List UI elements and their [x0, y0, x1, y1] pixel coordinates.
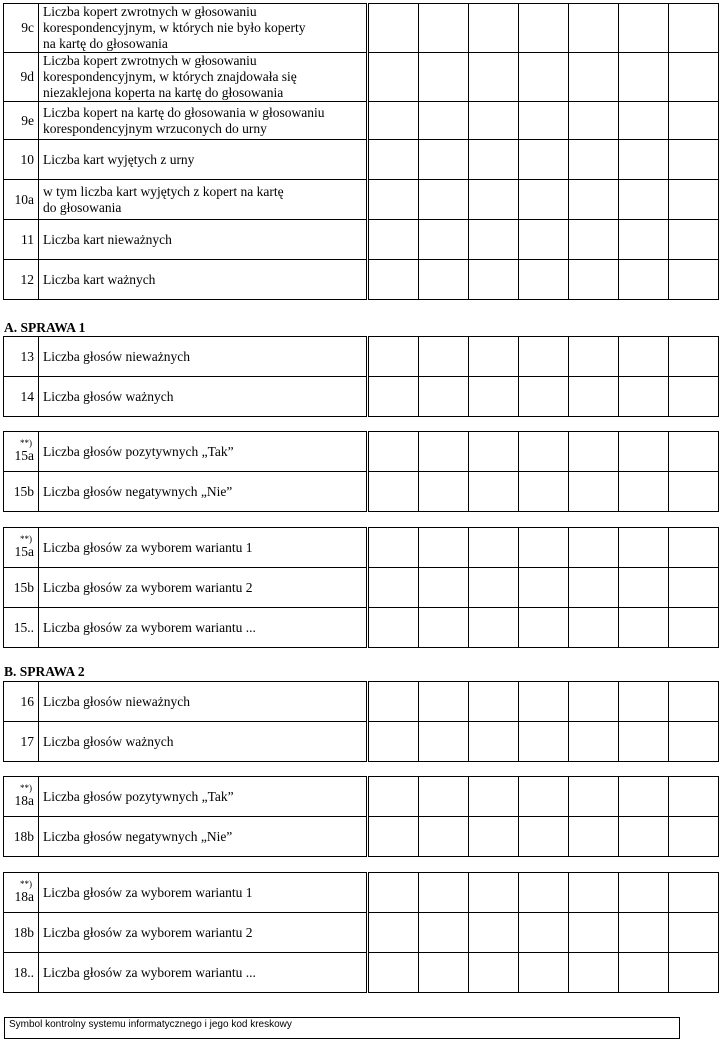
control-symbol-label: Symbol kontrolny systemu informatycznego i jego kod kreskowy	[9, 1019, 292, 1030]
row-number	[4, 913, 39, 953]
digit-box[interactable]	[519, 180, 569, 220]
digit-box[interactable]	[369, 377, 419, 417]
row-label	[39, 568, 367, 608]
digit-box[interactable]	[419, 777, 469, 817]
digit-box[interactable]	[469, 568, 519, 608]
row-code: 10	[20, 151, 34, 167]
digit-box[interactable]	[619, 873, 669, 913]
row-number	[4, 180, 39, 220]
digit-box[interactable]	[669, 913, 719, 953]
row-number	[4, 528, 39, 568]
table-row	[4, 608, 719, 648]
digit-box[interactable]	[569, 528, 619, 568]
digit-box[interactable]	[669, 953, 719, 993]
digit-box[interactable]	[619, 4, 669, 53]
row-label	[39, 180, 367, 220]
row-label	[39, 102, 367, 140]
digit-box[interactable]	[469, 432, 519, 472]
row-label-text: Liczba głosów nieważnych	[43, 693, 190, 709]
digit-box[interactable]	[469, 53, 519, 102]
row-number	[4, 682, 39, 722]
row-code: 9e	[21, 112, 34, 128]
table-row	[4, 140, 719, 180]
row-code: 15..	[13, 619, 34, 635]
row-label	[39, 220, 367, 260]
row-code: 10a	[14, 191, 34, 207]
row-number	[4, 873, 39, 913]
digit-box[interactable]	[569, 568, 619, 608]
digit-box[interactable]	[669, 337, 719, 377]
row-label	[39, 722, 367, 762]
digit-box[interactable]	[469, 913, 519, 953]
row-label	[39, 260, 367, 300]
digit-box[interactable]	[369, 102, 419, 140]
digit-box[interactable]	[419, 432, 469, 472]
count-table	[3, 527, 719, 648]
row-number	[4, 722, 39, 762]
row-code: 18b	[13, 828, 34, 844]
digit-box[interactable]	[469, 472, 519, 512]
digit-box[interactable]	[619, 432, 669, 472]
table-row	[4, 180, 719, 220]
digit-box[interactable]	[369, 220, 419, 260]
row-label-text: Liczba kart wyjętych z urny	[43, 151, 195, 167]
row-label	[39, 817, 367, 857]
digit-box[interactable]	[419, 817, 469, 857]
row-label-text: Liczba kopert zwrotnych w głosowaniu korespondencyjnym, w których znajdowała się niezaklejona koperta na kartę do głosowania	[43, 53, 297, 100]
digit-box[interactable]	[419, 682, 469, 722]
digit-box[interactable]	[469, 180, 519, 220]
digit-box[interactable]	[669, 528, 719, 568]
digit-box[interactable]	[469, 528, 519, 568]
row-label-text: Liczba kart nieważnych	[43, 231, 172, 247]
digit-box[interactable]	[569, 220, 619, 260]
digit-box[interactable]	[369, 608, 419, 648]
digit-box[interactable]	[569, 472, 619, 512]
row-label-text: Liczba głosów za wyborem wariantu ...	[43, 964, 256, 980]
digit-box[interactable]	[369, 472, 419, 512]
row-label	[39, 140, 367, 180]
digit-box[interactable]	[519, 777, 569, 817]
row-code: 18..	[13, 964, 34, 980]
digit-box[interactable]	[619, 53, 669, 102]
digit-box[interactable]	[569, 873, 619, 913]
row-label-text: Liczba kopert zwrotnych w głosowaniu korespondencyjnym, w których nie było koperty na kartę do głosowania	[43, 4, 306, 51]
digit-box[interactable]	[519, 953, 569, 993]
digit-box[interactable]	[519, 913, 569, 953]
digit-box[interactable]	[669, 140, 719, 180]
row-number	[4, 953, 39, 993]
row-label-text: Liczba głosów pozytywnych „Tak”	[43, 443, 234, 459]
digit-box[interactable]	[669, 4, 719, 53]
row-label	[39, 53, 367, 102]
row-number	[4, 53, 39, 102]
digit-box[interactable]	[619, 817, 669, 857]
table-row	[4, 528, 719, 568]
digit-box[interactable]	[619, 777, 669, 817]
row-label	[39, 873, 367, 913]
digit-box[interactable]	[669, 102, 719, 140]
digit-box[interactable]	[619, 953, 669, 993]
row-label	[39, 608, 367, 648]
digit-box[interactable]	[669, 873, 719, 913]
digit-box[interactable]	[369, 528, 419, 568]
row-code: 17	[20, 733, 34, 749]
table-row	[4, 873, 719, 913]
row-number	[4, 140, 39, 180]
row-code: 18b	[13, 924, 34, 940]
table-row	[4, 4, 719, 53]
footnote-mark: **)	[20, 438, 32, 448]
row-number	[4, 608, 39, 648]
digit-box[interactable]	[569, 608, 619, 648]
digit-box[interactable]	[619, 722, 669, 762]
digit-box[interactable]	[419, 568, 469, 608]
row-code: 15a	[14, 544, 34, 559]
row-label	[39, 528, 367, 568]
count-table	[3, 872, 719, 993]
row-number	[4, 817, 39, 857]
digit-box[interactable]	[419, 102, 469, 140]
digit-box[interactable]	[419, 528, 469, 568]
digit-box[interactable]	[519, 4, 569, 53]
digit-box[interactable]	[619, 337, 669, 377]
digit-box[interactable]	[569, 722, 619, 762]
digit-box[interactable]	[369, 777, 419, 817]
digit-box[interactable]	[419, 337, 469, 377]
row-label-text: Liczba głosów za wyborem wariantu 2	[43, 579, 253, 595]
row-label	[39, 953, 367, 993]
row-number	[4, 220, 39, 260]
digit-box[interactable]	[369, 4, 419, 53]
row-label-text: Liczba głosów negatywnych „Nie”	[43, 828, 233, 844]
count-table	[3, 681, 719, 762]
table-row	[4, 472, 719, 512]
table-row	[4, 777, 719, 817]
digit-box[interactable]	[369, 140, 419, 180]
row-label	[39, 432, 367, 472]
row-number	[4, 568, 39, 608]
digit-box[interactable]	[669, 608, 719, 648]
digit-box[interactable]	[469, 682, 519, 722]
digit-box[interactable]	[669, 432, 719, 472]
row-label-text: Liczba głosów za wyborem wariantu 1	[43, 884, 253, 900]
digit-box[interactable]	[369, 568, 419, 608]
section-title: B. SPRAWA 2	[4, 664, 85, 679]
digit-box[interactable]	[669, 53, 719, 102]
digit-box[interactable]	[419, 4, 469, 53]
digit-box[interactable]	[519, 873, 569, 913]
digit-box[interactable]	[469, 140, 519, 180]
row-code: 16	[20, 693, 34, 709]
digit-box[interactable]	[619, 260, 669, 300]
digit-box[interactable]	[619, 913, 669, 953]
row-number	[4, 260, 39, 300]
digit-box[interactable]	[569, 4, 619, 53]
digit-box[interactable]	[419, 140, 469, 180]
table-row	[4, 102, 719, 140]
digit-box[interactable]	[569, 102, 619, 140]
digit-box[interactable]	[469, 337, 519, 377]
digit-box[interactable]	[669, 568, 719, 608]
table-row	[4, 817, 719, 857]
row-number	[4, 432, 39, 472]
digit-box[interactable]	[369, 953, 419, 993]
table-row	[4, 220, 719, 260]
row-number	[4, 377, 39, 417]
digit-box[interactable]	[419, 260, 469, 300]
digit-box[interactable]	[519, 472, 569, 512]
digit-box[interactable]	[419, 377, 469, 417]
digit-box[interactable]	[469, 953, 519, 993]
table-row	[4, 913, 719, 953]
digit-box[interactable]	[669, 722, 719, 762]
row-code: 18a	[14, 889, 34, 904]
table-row	[4, 953, 719, 993]
digit-box[interactable]	[569, 140, 619, 180]
digit-box[interactable]	[469, 102, 519, 140]
digit-box[interactable]	[369, 260, 419, 300]
row-label-text: Liczba głosów nieważnych	[43, 348, 190, 364]
digit-box[interactable]	[469, 777, 519, 817]
row-code: 9d	[20, 69, 34, 84]
row-code: 14	[20, 388, 34, 404]
row-label-text: Liczba głosów za wyborem wariantu 2	[43, 924, 253, 940]
digit-box[interactable]	[669, 220, 719, 260]
row-label	[39, 4, 367, 53]
count-table	[3, 431, 719, 512]
row-number	[4, 472, 39, 512]
footnote-mark: **)	[20, 783, 32, 793]
row-label-text: Liczba głosów negatywnych „Nie”	[43, 483, 233, 499]
row-label-text: Liczba kart ważnych	[43, 271, 156, 287]
digit-box[interactable]	[569, 180, 619, 220]
digit-box[interactable]	[619, 140, 669, 180]
row-label	[39, 682, 367, 722]
row-label	[39, 913, 367, 953]
digit-box[interactable]	[419, 873, 469, 913]
count-table	[3, 336, 719, 417]
digit-box[interactable]	[369, 337, 419, 377]
digit-box[interactable]	[569, 260, 619, 300]
digit-box[interactable]	[469, 377, 519, 417]
digit-box[interactable]	[519, 682, 569, 722]
digit-box[interactable]	[569, 777, 619, 817]
digit-box[interactable]	[419, 913, 469, 953]
row-number	[4, 4, 39, 53]
digit-box[interactable]	[569, 432, 619, 472]
digit-box[interactable]	[469, 722, 519, 762]
row-number	[4, 777, 39, 817]
row-code: 9c	[21, 20, 34, 35]
digit-box[interactable]	[369, 873, 419, 913]
digit-box[interactable]	[369, 817, 419, 857]
count-table	[3, 3, 719, 300]
row-code: 18a	[14, 793, 34, 808]
digit-box[interactable]	[669, 472, 719, 512]
footnote-mark: **)	[20, 534, 32, 544]
table-row	[4, 377, 719, 417]
digit-box[interactable]	[619, 102, 669, 140]
row-label-text: w tym liczba kart wyjętych z kopert na kartę do głosowania	[43, 183, 284, 215]
digit-box[interactable]	[519, 377, 569, 417]
digit-box[interactable]	[469, 260, 519, 300]
count-table	[3, 776, 719, 857]
digit-box[interactable]	[469, 608, 519, 648]
digit-box[interactable]	[469, 817, 519, 857]
digit-box[interactable]	[669, 377, 719, 417]
row-label	[39, 377, 367, 417]
row-label	[39, 777, 367, 817]
digit-box[interactable]	[519, 140, 569, 180]
digit-box[interactable]	[469, 4, 519, 53]
digit-box[interactable]	[669, 260, 719, 300]
digit-box[interactable]	[369, 432, 419, 472]
digit-box[interactable]	[469, 873, 519, 913]
digit-box[interactable]	[569, 53, 619, 102]
digit-box[interactable]	[519, 432, 569, 472]
row-code: 15a	[14, 448, 34, 463]
digit-box[interactable]	[619, 682, 669, 722]
digit-box[interactable]	[619, 220, 669, 260]
row-label-text: Liczba głosów za wyborem wariantu 1	[43, 539, 253, 555]
digit-box[interactable]	[519, 102, 569, 140]
digit-box[interactable]	[369, 53, 419, 102]
digit-box[interactable]	[669, 682, 719, 722]
digit-box[interactable]	[619, 472, 669, 512]
digit-box[interactable]	[419, 608, 469, 648]
digit-box[interactable]	[619, 568, 669, 608]
digit-box[interactable]	[369, 180, 419, 220]
digit-box[interactable]	[569, 682, 619, 722]
digit-box[interactable]	[669, 180, 719, 220]
digit-box[interactable]	[419, 53, 469, 102]
digit-box[interactable]	[619, 180, 669, 220]
digit-box[interactable]	[569, 377, 619, 417]
digit-box[interactable]	[619, 528, 669, 568]
row-code: 12	[20, 271, 34, 287]
row-number	[4, 337, 39, 377]
digit-box[interactable]	[569, 337, 619, 377]
digit-box[interactable]	[369, 913, 419, 953]
table-row	[4, 337, 719, 377]
digit-box[interactable]	[519, 337, 569, 377]
digit-box[interactable]	[419, 220, 469, 260]
digit-box[interactable]	[569, 953, 619, 993]
table-row	[4, 568, 719, 608]
digit-box[interactable]	[669, 817, 719, 857]
digit-box[interactable]	[569, 817, 619, 857]
digit-box[interactable]	[369, 682, 419, 722]
digit-box[interactable]	[419, 722, 469, 762]
digit-box[interactable]	[519, 817, 569, 857]
digit-box[interactable]	[669, 777, 719, 817]
digit-box[interactable]	[619, 377, 669, 417]
digit-box[interactable]	[519, 568, 569, 608]
digit-box[interactable]	[519, 528, 569, 568]
digit-box[interactable]	[519, 260, 569, 300]
table-row	[4, 53, 719, 102]
row-code: 15b	[13, 579, 34, 595]
digit-box[interactable]	[519, 608, 569, 648]
table-row	[4, 722, 719, 762]
row-label-text: Liczba głosów za wyborem wariantu ...	[43, 619, 256, 635]
digit-box[interactable]	[419, 953, 469, 993]
digit-box[interactable]	[519, 722, 569, 762]
row-label-text: Liczba głosów pozytywnych „Tak”	[43, 788, 234, 804]
digit-box[interactable]	[369, 722, 419, 762]
row-label-text: Liczba kopert na kartę do głosowania w głosowaniu korespondencyjnym wrzuconych do urny	[43, 104, 325, 136]
row-label-text: Liczba głosów ważnych	[43, 733, 174, 749]
row-code: 11	[21, 231, 34, 247]
digit-box[interactable]	[619, 608, 669, 648]
digit-box[interactable]	[569, 913, 619, 953]
row-label-text: Liczba głosów ważnych	[43, 388, 174, 404]
table-row	[4, 682, 719, 722]
digit-box[interactable]	[419, 472, 469, 512]
digit-box[interactable]	[519, 53, 569, 102]
digit-box[interactable]	[519, 220, 569, 260]
digit-box[interactable]	[419, 180, 469, 220]
footnote-mark: **)	[20, 879, 32, 889]
table-row	[4, 260, 719, 300]
digit-box[interactable]	[469, 220, 519, 260]
row-code: 13	[20, 348, 34, 364]
row-number	[4, 102, 39, 140]
section-title: A. SPRAWA 1	[4, 320, 86, 335]
control-symbol-box	[4, 1017, 680, 1039]
row-label	[39, 472, 367, 512]
table-row	[4, 432, 719, 472]
row-code: 15b	[13, 483, 34, 499]
row-label	[39, 337, 367, 377]
